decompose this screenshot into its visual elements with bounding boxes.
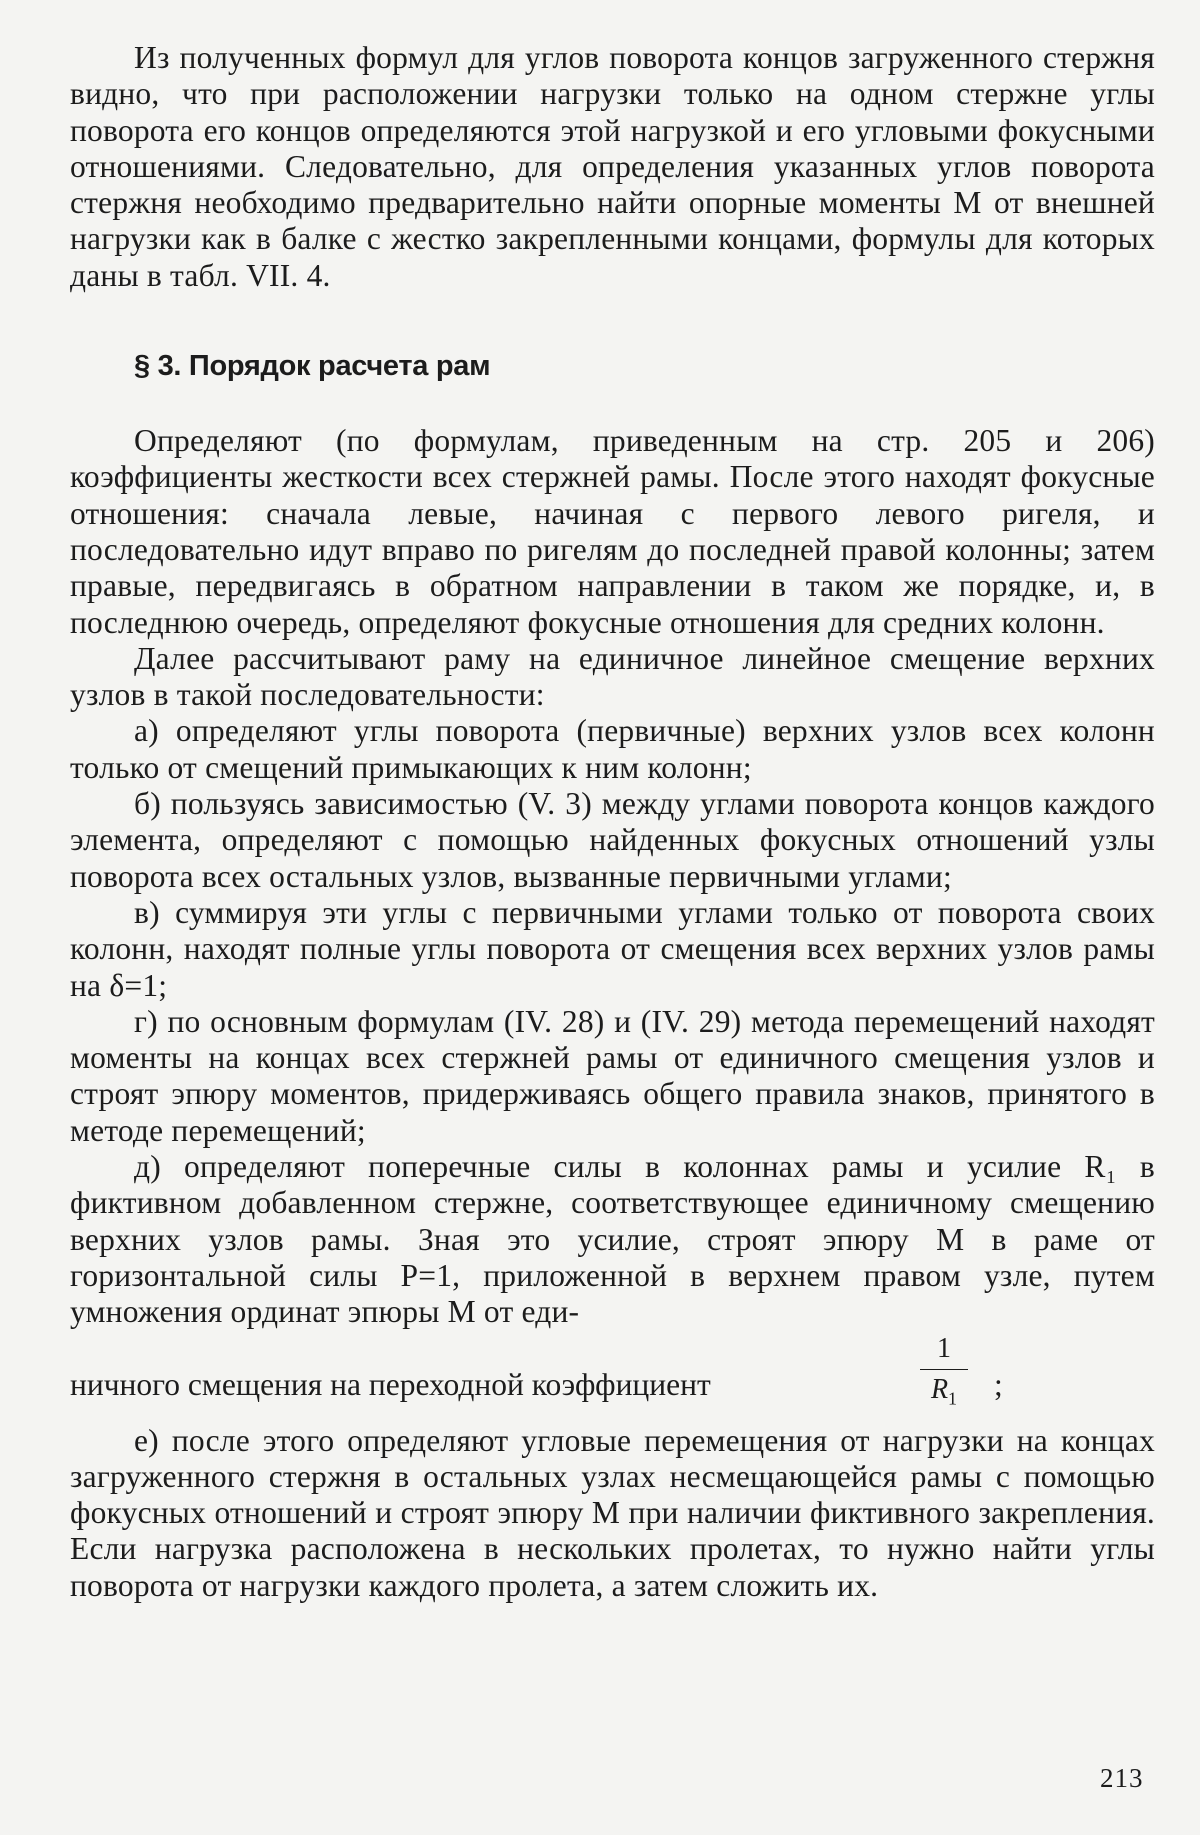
fraction-numerator: 1 bbox=[937, 1332, 951, 1364]
paragraph-procedure: Определяют (по формулам, приведенным на стр. 205 и 206) коэффициенты жесткости всех стержней рамы. После этого находят фокусные отношения: сначала левые, начиная с первого левого ригеля, и последовательно идут вправо по ригелям до последней правой колонны; затем правые, передвигаясь в обратном направлении в таком же порядке, и, в последнюю очередь, определяют фокусные отношения для средних колонн. bbox=[70, 423, 1155, 640]
list-item-d: д) определяют поперечные силы в колоннах рамы и усилие R₁ в фиктивном добавленном стержне, соответствующее единичному смещению верхних узлов рамы. Зная это усилие, строят эпюру М в раме от горизонтальной силы Р=1, приложенной в верхнем правом узле, путем умножения ординат эпюры М от еди- bbox=[70, 1149, 1155, 1330]
list-item-b: б) пользуясь зависимостью (V. 3) между углами поворота концов каждого элемента, определяют с помощью найденных фокусных отношений узлы поворота всех остальных узлов, вызванные первичными углами; bbox=[70, 786, 1155, 894]
fraction-denominator-letter: R bbox=[930, 1373, 949, 1405]
intro-paragraph: Из полученных формул для углов поворота концов загруженного стержня видно, что при расположении нагрузки только на одном стержне углы поворота его концов определяются этой нагрузкой и его угловыми фокусными отношениями. Следовательно, для определения указанных углов поворота стержня необходимо предварительно найти опорные моменты М от внешней нагрузки как в балке с жестко закрепленными концами, формулы для которых даны в табл. VII. 4. bbox=[70, 40, 1155, 293]
formula-line bbox=[70, 1331, 1155, 1417]
list-item-v: в) суммируя эти углы с первичными углами только от поворота своих колонн, находят полные углы поворота от смещения всех верхних узлов рамы на δ=1; bbox=[70, 894, 1155, 1003]
transition-coefficient-fraction bbox=[916, 1331, 972, 1419]
fraction-denominator bbox=[916, 1370, 972, 1419]
page-content bbox=[70, 40, 1155, 1604]
list-item-e: е) после этого определяют угловые перемещения от нагрузки на концах загруженного стержня в остальных узлах несмещающейся рамы с помощью фокусных отношений и строят эпюру М при наличии фиктивного закрепления. Если нагрузка расположена в нескольких пролетах, то нужно найти углы поворота от нагрузки каждого пролета, а затем сложить их. bbox=[70, 1422, 1155, 1603]
formula-semicolon: ; bbox=[994, 1366, 1003, 1402]
list-item-g: г) по основным формулам (IV. 28) и (IV. 29) метода перемещений находят моменты на концах всех стержней рамы от единичного смещения узлов и строят эпюру моментов, придерживаясь общего правила знаков, принятого в методе перемещений; bbox=[70, 1003, 1155, 1148]
page-number: 213 bbox=[1100, 1763, 1144, 1793]
formula-line-text: ничного смещения на переходной коэффициент bbox=[70, 1366, 711, 1402]
list-item-a: а) определяют углы поворота (первичные) верхних узлов всех колонн только от смещений примыкающих к ним колонн; bbox=[70, 713, 1155, 785]
section-heading: § 3. Порядок расчета рам bbox=[134, 350, 491, 383]
fraction-denominator-subscript: 1 bbox=[948, 1388, 958, 1409]
paragraph-sequence-intro: Далее рассчитывают раму на единичное линейное смещение верхних узлов в такой последовательности: bbox=[70, 640, 1155, 713]
